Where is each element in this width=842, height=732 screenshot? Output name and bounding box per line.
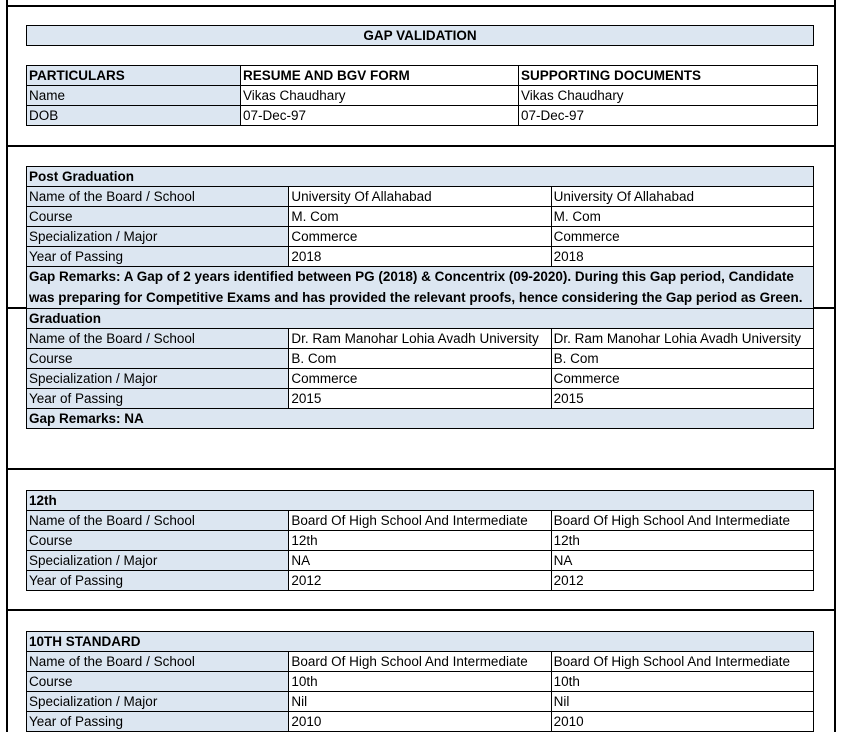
table-row: [27, 389, 814, 409]
resume-value: NA: [289, 551, 551, 571]
personal-table: [26, 65, 818, 126]
header-resume: RESUME AND BGV FORM: [241, 66, 519, 86]
table-row: [27, 652, 814, 672]
section-heading: 10TH STANDARD: [27, 632, 814, 652]
gap-remarks-row: [27, 267, 814, 309]
page-title: GAP VALIDATION: [26, 25, 814, 46]
docs-value: 10th: [551, 672, 813, 692]
row-label: Specialization / Major: [27, 369, 289, 389]
row-label: Year of Passing: [27, 712, 289, 732]
table-row: [27, 672, 814, 692]
docs-value: 2010: [551, 712, 813, 732]
row-label: Specialization / Major: [27, 551, 289, 571]
row-label: Course: [27, 207, 289, 227]
table-row: [27, 692, 814, 712]
post-graduation-table: [26, 166, 814, 429]
section-heading: 12th: [27, 491, 814, 511]
resume-value: 12th: [289, 531, 551, 551]
resume-value: 2018: [289, 247, 551, 267]
docs-value: University Of Allahabad: [551, 187, 813, 207]
twelfth-table: [26, 490, 814, 591]
row-label: Name of the Board / School: [27, 329, 289, 349]
docs-value: 07-Dec-97: [519, 106, 818, 126]
row-label: Year of Passing: [27, 571, 289, 591]
row-label: Year of Passing: [27, 247, 289, 267]
page-border-right: [834, 0, 836, 732]
section-heading-row: [27, 632, 814, 652]
table-row: [27, 207, 814, 227]
row-label: Specialization / Major: [27, 692, 289, 712]
resume-value: B. Com: [289, 349, 551, 369]
table-row: [27, 369, 814, 389]
resume-value: Vikas Chaudhary: [241, 86, 519, 106]
resume-value: Commerce: [289, 227, 551, 247]
row-label: Year of Passing: [27, 389, 289, 409]
docs-value: 2012: [551, 571, 813, 591]
gap-remarks: Gap Remarks: A Gap of 2 years identified between PG (2018) & Concentrix (09-2020). During this Gap period, Candidate was preparing for Competitive Exams and has provided the relevant proofs, hence considering the Gap period as Green.: [27, 267, 814, 309]
row-label: Name: [27, 86, 241, 106]
docs-value: 2015: [551, 389, 813, 409]
table-row: [27, 329, 814, 349]
page-border-left: [6, 0, 8, 732]
docs-value: B. Com: [551, 349, 813, 369]
row-label: Course: [27, 531, 289, 551]
row-label: DOB: [27, 106, 241, 126]
table-row: [27, 531, 814, 551]
resume-value: University Of Allahabad: [289, 187, 551, 207]
section-divider: [7, 5, 836, 7]
row-label: Course: [27, 672, 289, 692]
docs-value: Commerce: [551, 369, 813, 389]
docs-value: Dr. Ram Manohar Lohia Avadh University: [551, 329, 813, 349]
section-heading: Graduation: [27, 309, 814, 329]
table-row: [27, 712, 814, 732]
resume-value: Board Of High School And Intermediate: [289, 652, 551, 672]
section-heading-row: [27, 309, 814, 329]
table-row: [27, 349, 814, 369]
section-heading-row: [27, 167, 814, 187]
resume-value: 2015: [289, 389, 551, 409]
table-header-row: [27, 66, 818, 86]
docs-value: Vikas Chaudhary: [519, 86, 818, 106]
section-heading-row: [27, 491, 814, 511]
table-row: [27, 247, 814, 267]
table-row: [27, 187, 814, 207]
table-row: [27, 551, 814, 571]
docs-value: Board Of High School And Intermediate: [551, 652, 813, 672]
header-docs: SUPPORTING DOCUMENTS: [519, 66, 818, 86]
section-heading: Post Graduation: [27, 167, 814, 187]
row-label: Specialization / Major: [27, 227, 289, 247]
resume-value: Nil: [289, 692, 551, 712]
resume-value: Commerce: [289, 369, 551, 389]
docs-value: M. Com: [551, 207, 813, 227]
row-label: Name of the Board / School: [27, 511, 289, 531]
tenth-table: [26, 631, 814, 732]
row-label: Name of the Board / School: [27, 187, 289, 207]
resume-value: 2012: [289, 571, 551, 591]
resume-value: Dr. Ram Manohar Lohia Avadh University: [289, 329, 551, 349]
section-divider: [7, 145, 836, 147]
section-divider: [7, 468, 836, 470]
gap-remarks: Gap Remarks: NA: [27, 409, 814, 429]
table-row: [27, 571, 814, 591]
docs-value: Commerce: [551, 227, 813, 247]
docs-value: Board Of High School And Intermediate: [551, 511, 813, 531]
docs-value: 12th: [551, 531, 813, 551]
docs-value: NA: [551, 551, 813, 571]
resume-value: 10th: [289, 672, 551, 692]
resume-value: Board Of High School And Intermediate: [289, 511, 551, 531]
row-label: Name of the Board / School: [27, 652, 289, 672]
gap-remarks-row: [27, 409, 814, 429]
resume-value: 2010: [289, 712, 551, 732]
section-divider: [7, 609, 836, 611]
header-particulars: PARTICULARS: [27, 66, 241, 86]
docs-value: Nil: [551, 692, 813, 712]
table-row: [27, 227, 814, 247]
table-row: [27, 106, 818, 126]
row-label: Course: [27, 349, 289, 369]
table-row: [27, 511, 814, 531]
table-row: [27, 86, 818, 106]
docs-value: 2018: [551, 247, 813, 267]
resume-value: M. Com: [289, 207, 551, 227]
resume-value: 07-Dec-97: [241, 106, 519, 126]
